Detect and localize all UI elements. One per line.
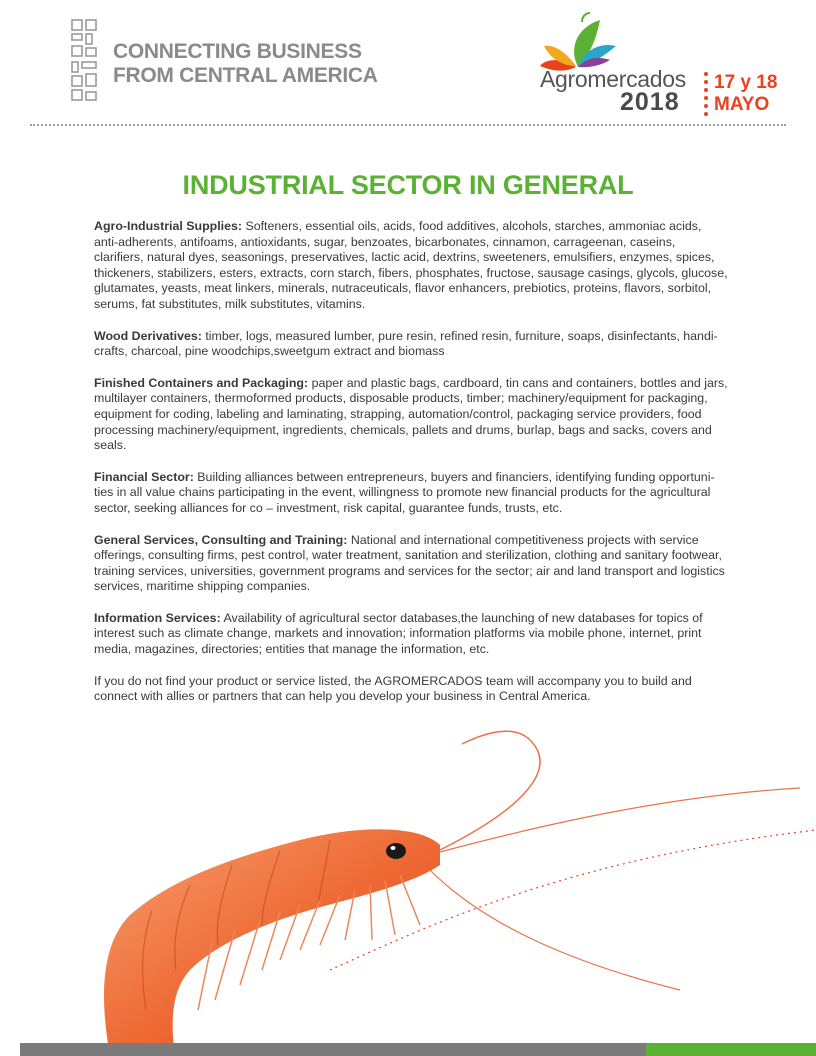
closing-paragraph: If you do not find your product or service listed, the AGROMERCADOS team will accompany you to build and connect with allies or partners that can help you develop your business in Central America. (94, 673, 692, 704)
section-text: timber, logs, measured lumber, pure resin, refined resin, furniture, soaps, disinfectants, handi-crafts, charcoal, pine woodchips,sweetgum extract and biomass (94, 328, 718, 359)
section-text: Building alliances between entrepreneurs, buyers and financiers, identifying funding opportuni-ties in all value chains participating in the event, willingness to promote new financial products for the agricultural sector, seeking alliances for co – investment, risk capital, guarantee funds, trusts, etc. (94, 469, 715, 515)
section-text: Availability of agricultural sector databases,the launching of new databases for topics of interest such as climate change, markets and innovation; information platforms via mobile phone, internet, print media, magazines, directories; entities that manage the information, etc. (94, 610, 703, 657)
section-heading: General Services, Consulting and Training: (94, 532, 348, 547)
logo-date-days: 17 y 18 (714, 72, 778, 93)
header-tagline (113, 40, 378, 88)
logo-year: 2018 (620, 88, 680, 116)
section-general-services (94, 533, 728, 595)
tagline-line-1: CONNECTING BUSINESS (113, 40, 362, 63)
section-information-services (94, 611, 728, 658)
leaf-logo-icon (538, 12, 618, 72)
section-agro-industrial (94, 219, 728, 313)
page-title: INDUSTRIAL SECTOR IN GENERAL (182, 170, 634, 200)
logo-name: Agromercados (540, 66, 686, 92)
agromercados-logo (528, 12, 788, 117)
logo-date-month: MAYO (714, 94, 770, 115)
section-text: Softeners, essential oils, acids, food additives, alcohols, starches, ammoniac acids, anti-adherents, antifoams, antioxidants, sugar, benzoates, bicarbonates, cinnamon, carrageenan, caseins, clarifiers, natural dyes, seasonings, preservatives, lactic acid, dextrins, sweeteners, emulsifiers, enzymes, spices, thickeners, stabilizers, esters, extracts, corn starch, fibers, phosphates, fructose, sausage casings, glycols, glucose, glutamates, yeasts, meat linkers, minerals, nutraceuticals, flavor enhancers, prebiotics, proteins, flavors, sorbitol, serums, fat substitutes, milk substitutes, vitamins. (94, 219, 728, 311)
section-heading: Financial Sector: (94, 469, 194, 484)
section-text: paper and plastic bags, cardboard, tin cans and containers, bottles and jars, multilayer containers, thermoformed products, disposable products, timber; machinery/equipment for packaging, equipment for coding, labeling and laminating, strapping, automation/control, packaging service providers, food processing machinery/equipment, ingredients, chemicals, pallets and drums, burlap, bags and sacks, covers and seals. (94, 375, 728, 453)
section-heading: Finished Containers and Packaging: (94, 375, 309, 390)
header-divider (30, 124, 786, 126)
section-wood-derivatives (94, 329, 728, 360)
section-financial (94, 470, 728, 517)
section-heading: Wood Derivatives: (94, 328, 202, 343)
tagline-line-2: FROM CENTRAL AMERICA (113, 64, 378, 87)
shrimp-illustration-icon (0, 700, 816, 1056)
logo-separator (704, 72, 712, 116)
footer-bar (20, 1043, 646, 1056)
section-containers-packaging (94, 376, 728, 454)
section-heading: Agro-Industrial Supplies: (94, 219, 243, 233)
footer-accent (646, 1043, 816, 1056)
content-body (94, 219, 728, 721)
section-heading: Information Services: (94, 610, 221, 625)
section-text: National and international competitiveness projects with service offerings, consulting firms, pest control, water treatment, sanitation and sterilization, clothing and sanitary footwear, training services, universities, government programs and services for the sector; air and land transport and logistics services, maritime shipping companies. (94, 532, 725, 594)
qr-pattern-icon (70, 18, 98, 104)
